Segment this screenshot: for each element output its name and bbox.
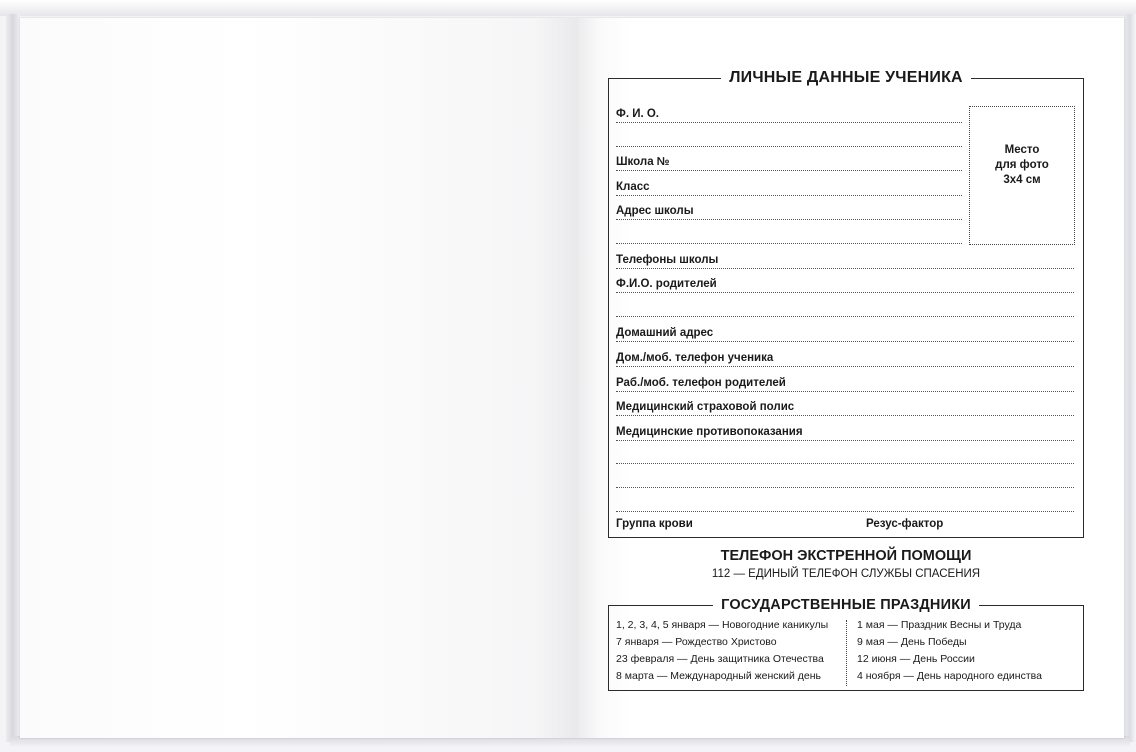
field-student-phone[interactable] xyxy=(616,350,1074,367)
holiday-item: 12 июня — День России xyxy=(857,653,975,665)
field-insurance-label: Медицинский страховой полис xyxy=(616,401,795,413)
field-parents-phone-label: Раб./моб. телефон родителей xyxy=(616,377,786,389)
holiday-item: 8 марта — Международный женский день xyxy=(616,670,822,682)
contraindications-line-4[interactable] xyxy=(616,511,1074,512)
field-school-no[interactable] xyxy=(616,154,962,171)
fio-extra-line[interactable] xyxy=(616,146,962,147)
field-parents-fio-label: Ф.И.О. родителей xyxy=(616,278,717,290)
field-school-phones-label: Телефоны школы xyxy=(616,254,719,266)
photo-label-line2: для фото xyxy=(995,159,1049,171)
emergency-subtitle: 112 — ЕДИНЫЙ ТЕЛЕФОН СЛУЖБЫ СПАСЕНИЯ xyxy=(711,568,981,580)
field-insurance[interactable] xyxy=(616,399,1074,416)
parents-fio-extra-line[interactable] xyxy=(616,316,1074,317)
field-contraindications[interactable] xyxy=(616,424,1074,441)
holidays-title: ГОСУДАРСТВЕННЫЕ ПРАЗДНИКИ xyxy=(609,596,1083,614)
field-fio[interactable] xyxy=(616,106,962,123)
contraindications-line-2[interactable] xyxy=(616,463,1074,464)
holiday-item: 4 ноября — День народного единства xyxy=(857,670,1042,682)
holiday-item: 9 мая — День Победы xyxy=(857,636,967,648)
holiday-item: 1, 2, 3, 4, 5 января — Новогодние каникулы xyxy=(616,619,829,631)
field-parents-fio[interactable] xyxy=(616,276,1074,293)
page-edge-right xyxy=(1124,14,1136,742)
field-student-phone-label: Дом./моб. телефон ученика xyxy=(616,352,774,364)
emergency-title: ТЕЛЕФОН ЭКСТРЕННОЙ ПОМОЩИ xyxy=(720,548,972,564)
field-parents-phone[interactable] xyxy=(616,375,1074,392)
field-fio-label: Ф. И. О. xyxy=(616,108,660,120)
field-home-address-label: Домашний адрес xyxy=(616,327,714,339)
rh-factor-label: Резус-фактор xyxy=(866,518,944,530)
photo-label-line3: 3х4 см xyxy=(1003,174,1041,186)
contraindications-line-3[interactable] xyxy=(616,487,1074,488)
field-school-address-label: Адрес школы xyxy=(616,205,694,217)
field-home-address[interactable] xyxy=(616,325,1074,342)
blood-group-label: Группа крови xyxy=(616,518,693,530)
holidays-divider xyxy=(846,620,847,686)
field-school-phones[interactable] xyxy=(616,252,1074,269)
school-address-extra-line[interactable] xyxy=(616,243,962,244)
holiday-item: 23 февраля — День защитника Отечества xyxy=(616,653,824,665)
photo-placeholder xyxy=(969,106,1075,245)
field-school-no-label: Школа № xyxy=(616,156,670,168)
holiday-item: 7 января — Рождество Христово xyxy=(616,636,777,648)
field-contraindications-label: Медицинские противопоказания xyxy=(616,426,803,438)
photo-label-line1: Место xyxy=(1004,144,1040,156)
left-page xyxy=(20,18,578,738)
page-edge-top xyxy=(0,0,1136,16)
field-class-label: Класс xyxy=(616,181,650,193)
field-class[interactable] xyxy=(616,179,962,196)
holiday-item: 1 мая — Праздник Весны и Труда xyxy=(857,619,1022,631)
field-school-address[interactable] xyxy=(616,203,962,220)
page-edge-left xyxy=(6,14,20,742)
personal-data-title: ЛИЧНЫЕ ДАННЫЕ УЧЕНИКА xyxy=(609,69,1083,87)
